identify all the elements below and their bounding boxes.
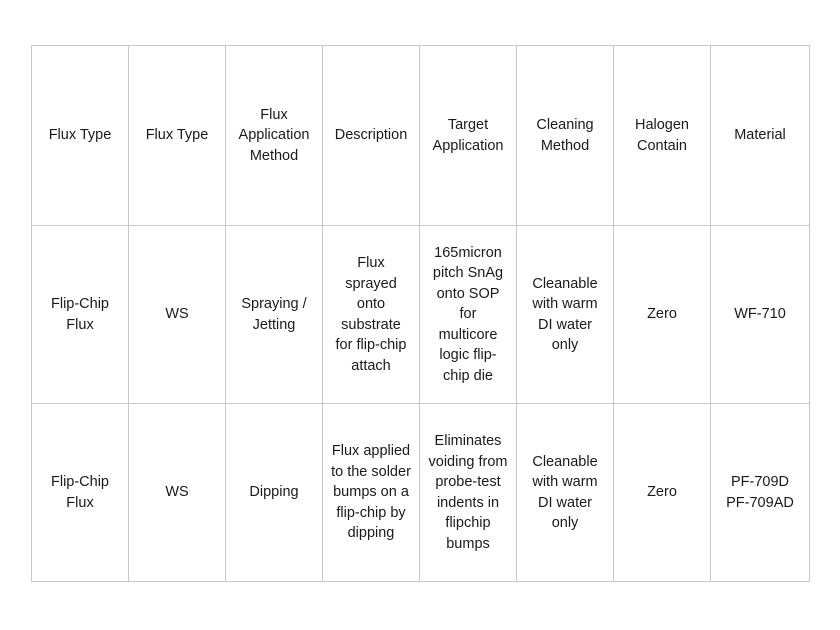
header-cell: Target Application — [420, 46, 517, 226]
table-header-row — [32, 46, 810, 226]
table-cell: Flux sprayed onto substrate for flip-chip attach — [323, 226, 420, 404]
table-cell: Flip-Chip Flux — [32, 404, 129, 582]
table-cell: WF-710 — [711, 226, 810, 404]
table-cell: Cleanable with warm DI water only — [517, 226, 614, 404]
header-cell: Flux Type — [32, 46, 129, 226]
table-cell: 165micron pitch SnAg onto SOP for multicore logic flip- chip die — [420, 226, 517, 404]
header-cell: Flux Type — [129, 46, 226, 226]
header-cell: Description — [323, 46, 420, 226]
header-cell: Cleaning Method — [517, 46, 614, 226]
table-cell: WS — [129, 404, 226, 582]
table-row — [32, 404, 810, 582]
header-cell: Material — [711, 46, 810, 226]
table-cell: Eliminates voiding from probe-test indents in flipchip bumps — [420, 404, 517, 582]
table-cell: PF-709D PF-709AD — [711, 404, 810, 582]
table-row — [32, 226, 810, 404]
table-cell: Spraying / Jetting — [226, 226, 323, 404]
table-cell: Flip-Chip Flux — [32, 226, 129, 404]
table-cell: Cleanable with warm DI water only — [517, 404, 614, 582]
table-cell: Zero — [614, 404, 711, 582]
flux-table — [31, 45, 810, 582]
table-cell: Flux applied to the solder bumps on a flip-chip by dipping — [323, 404, 420, 582]
table-cell: Zero — [614, 226, 711, 404]
table-cell: WS — [129, 226, 226, 404]
table-cell: Dipping — [226, 404, 323, 582]
header-cell: Flux Application Method — [226, 46, 323, 226]
header-cell: Halogen Contain — [614, 46, 711, 226]
